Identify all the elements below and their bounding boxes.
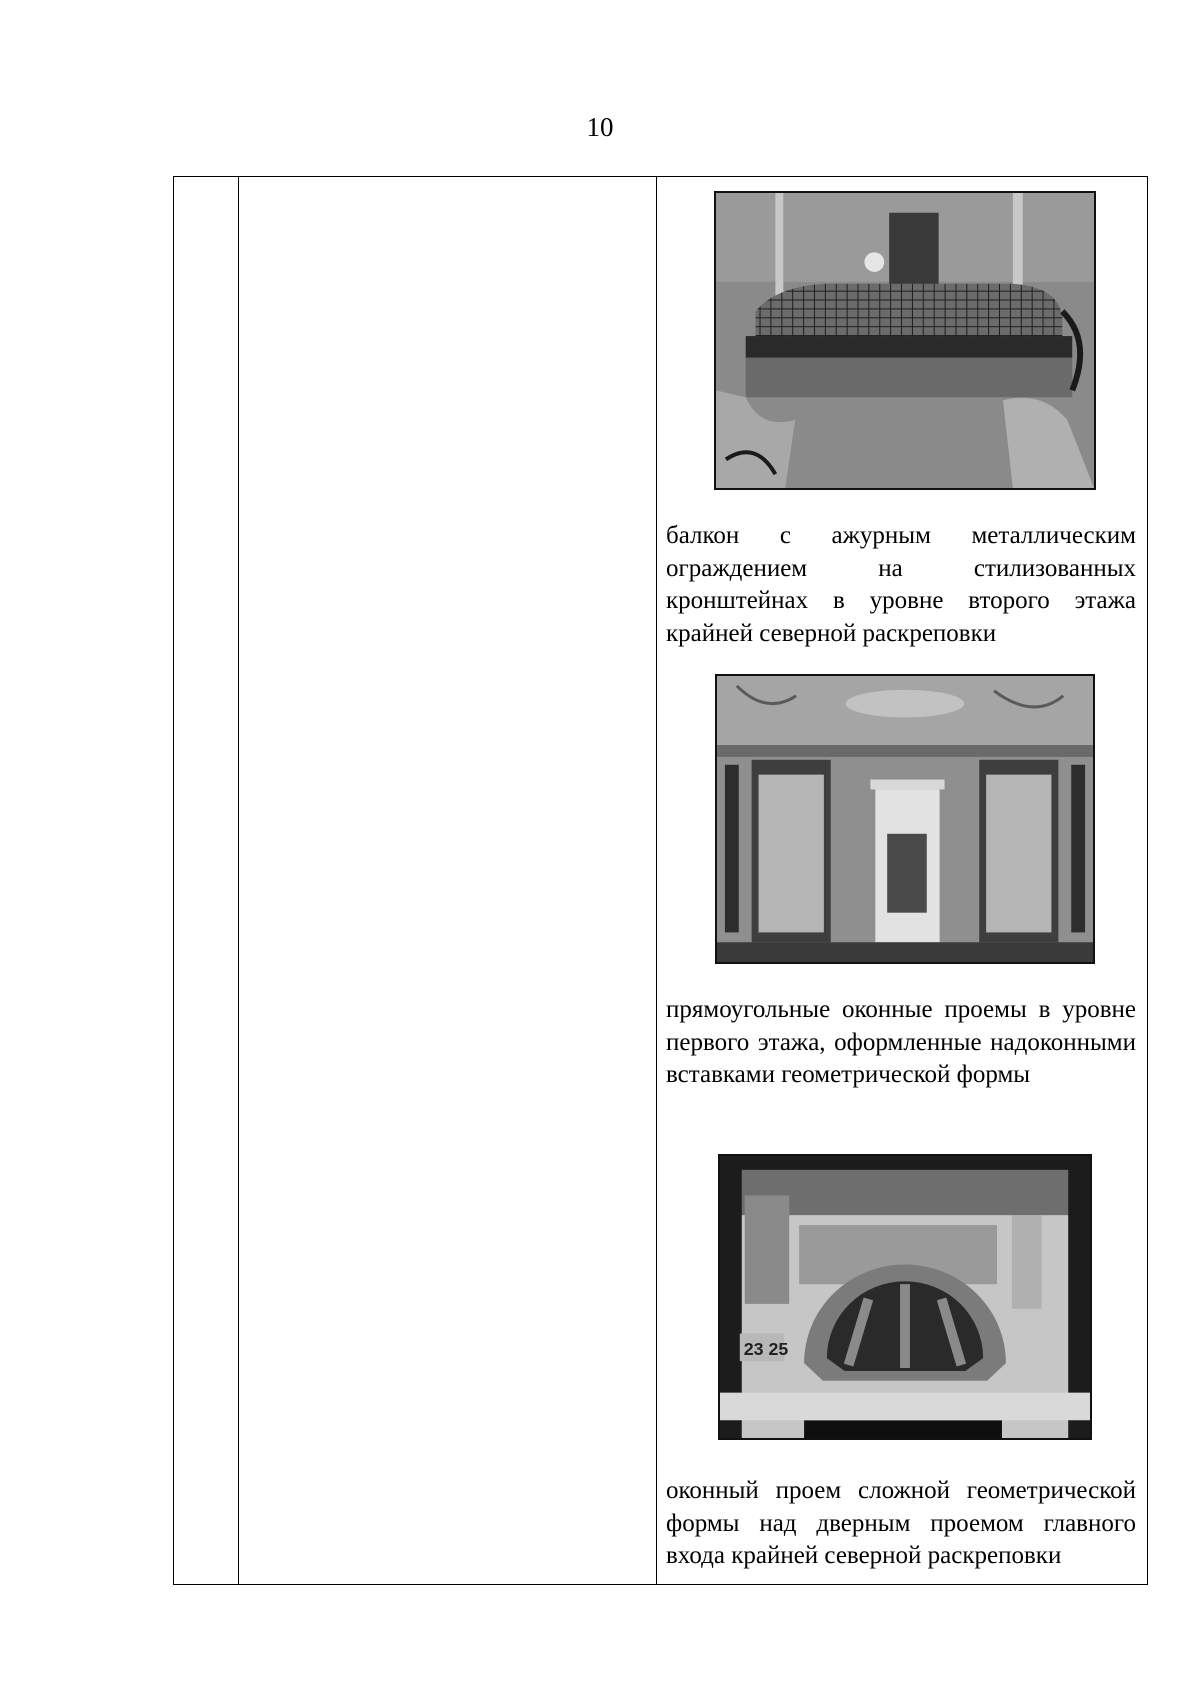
caption-arched-window: оконный проем сложной геометрической формы над дверным проемом главного входа крайней северной раскреповки bbox=[666, 1477, 1136, 1569]
house-number-sign: 23 25 bbox=[743, 1339, 789, 1360]
arched-window-photo bbox=[718, 1154, 1092, 1440]
table-cell-number bbox=[174, 177, 238, 1584]
table-cell-photos bbox=[658, 177, 1147, 1584]
caption-storefront-windows: прямоугольные оконные проемы в уровне первого этажа, оформленные надоконными вставками геометрической формы bbox=[666, 996, 1136, 1088]
storefront-windows-photo bbox=[715, 674, 1095, 964]
caption-balcony: балкон с ажурным металлическим ограждением на стилизованных кронштейнах в уровне второго этажа крайней северной раскреповки bbox=[666, 522, 1136, 647]
balcony-photo bbox=[714, 191, 1096, 490]
column-divider-2 bbox=[656, 177, 657, 1584]
table-cell-description bbox=[240, 177, 654, 1584]
column-divider-1 bbox=[238, 177, 239, 1584]
document-table bbox=[173, 176, 1148, 1585]
page-number: 10 bbox=[586, 112, 614, 142]
